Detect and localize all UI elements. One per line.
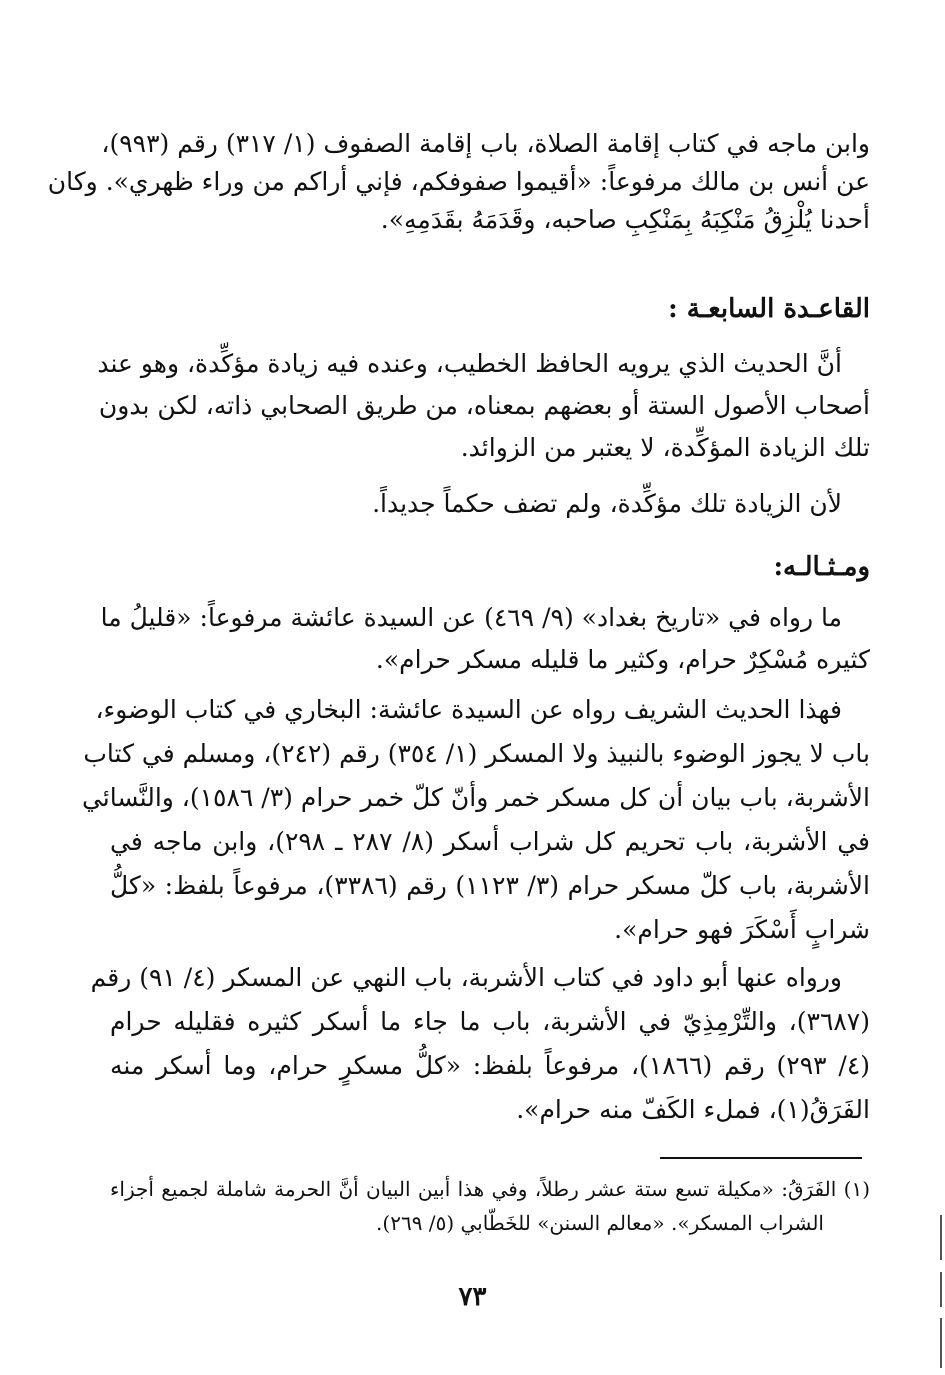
text-line: الفَرَقُ(١)، فملء الكَفّ منه حرام». xyxy=(516,1095,870,1124)
paragraph-3 xyxy=(110,488,870,520)
text-line: أنَّ الحديث الذي يرويه الحافظ الخطيب، وعنده فيه زيادة مؤكِّدة، وهو عند xyxy=(97,349,842,378)
paragraph-5 xyxy=(81,694,871,946)
scan-artifact xyxy=(940,1215,942,1260)
text-line: لأن الزيادة تلك مؤكِّدة، ولم تضف حكماً جديداً. xyxy=(372,489,842,518)
text-line: وابن ماجه في كتاب إقامة الصلاة، باب إقامة الصفوف (١/ ٣١٧) رقم (٩٩٣)، xyxy=(101,129,870,158)
text-line: الأشربة، باب كلّ مسكر حرام (٣/ ١١٢٣) رقم (٣٣٨٦)، مرفوعاً بلفظ: «كلُّ xyxy=(110,871,871,900)
scan-artifact xyxy=(940,1318,942,1368)
text-line: عن أنس بن مالك مرفوعاً: «أقيموا صفوفكم، فإني أراكم من وراء ظهري». وكان xyxy=(47,167,870,196)
paragraph-2 xyxy=(97,348,870,464)
page-number: ٧٣ xyxy=(458,1282,487,1312)
scan-artifact xyxy=(940,1272,942,1307)
section-heading-rule: القاعـدة السابعـة : xyxy=(668,294,870,324)
text-line: كثيره مُسْكِرٌ حرام، وكثير ما قليله مسكر حرام». xyxy=(375,645,870,674)
text-line: (٣٦٨٧)، والتِّرْمِذِيّ في الأشربة، باب ما جاء ما أسكر كثيره فقليله حرام xyxy=(110,1007,870,1036)
text-line: الأشربة، باب بيان أن كل مسكر خمر وأنّ كلّ خمر حرام (٣/ ١٥٨٦)، والنَّسائي xyxy=(81,783,870,812)
text-line: شرابٍ أَسْكَرَ فهو حرام». xyxy=(614,915,870,944)
text-line: ما رواه في «تاريخ بغداد» (٩/ ٤٦٩) عن السيدة عائشة مرفوعاً: «قليلُ ما xyxy=(100,603,842,632)
text-line: ورواه عنها أبو داود في كتاب الأشربة، باب النهي عن المسكر (٤/ ٩١) رقم xyxy=(90,963,842,992)
text-line: أصحاب الأصول الستة أو بعضهم بمعناه، من طريق الصحابي ذاته، لكن بدون xyxy=(98,391,870,420)
text-line: باب لا يجوز الوضوء بالنبيذ ولا المسكر (١/ ٣٥٤) رقم (٢٤٢)، ومسلم في كتاب xyxy=(83,739,870,768)
text-line: تلك الزيادة المؤكِّدة، لا يعتبر من الزوائد. xyxy=(460,433,870,462)
footnote-separator xyxy=(660,1157,862,1159)
footnote-line: الشراب المسكر». «معالم السنن» للخَطّابي (٥/ ٢٦٩). xyxy=(376,1211,824,1235)
paragraph-4 xyxy=(100,602,870,676)
text-line: في الأشربة، باب تحريم كل شراب أسكر (٨/ ٢٨٧ ـ ٢٩٨)، وابن ماجه في xyxy=(110,827,871,856)
text-line: أحدنا يُلْزِقُ مَنْكِبَهُ بِمَنْكِبِ صاحبه، وقَدَمَهُ بقَدَمِهِ». xyxy=(380,205,870,234)
paragraph-6 xyxy=(90,962,871,1126)
section-heading-example: ومـثـالـه: xyxy=(773,552,870,582)
text-line: فهذا الحديث الشريف رواه عن السيدة عائشة: البخاري في كتاب الوضوء، xyxy=(95,695,842,724)
paragraph-1 xyxy=(47,128,870,236)
text-line: (٤/ ٢٩٣) رقم (١٨٦٦)، مرفوعاً بلفظ: «كلُّ مسكرٍ حرام، وما أسكر منه xyxy=(110,1051,871,1080)
footnote-line: (١) الفَرَقُ: «مكيلة تسع ستة عشر رطلاً، وفي هذا أبين البيان أنَّ الحرمة شاملة لجميع أجزاء xyxy=(110,1177,870,1201)
footnote xyxy=(110,1172,870,1240)
